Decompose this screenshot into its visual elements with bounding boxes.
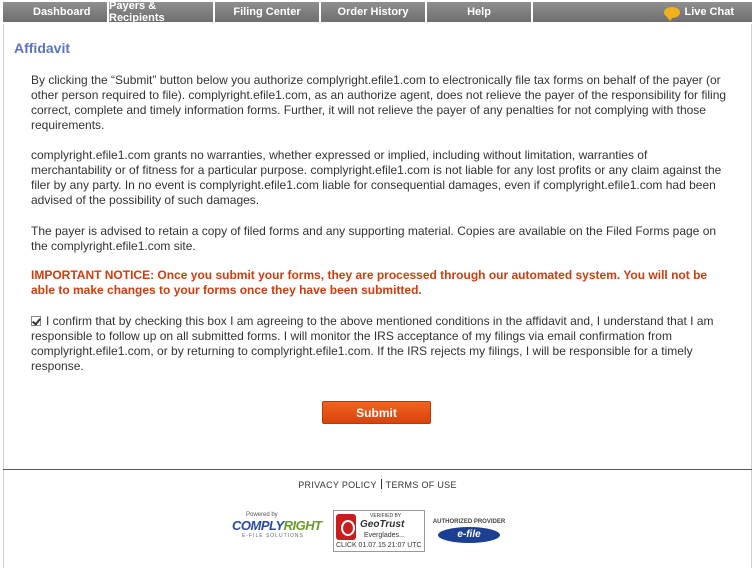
important-notice: IMPORTANT NOTICE: Once you submit your forms, they are processed through our automated system. You will not be able to make changes to your forms once they have been submitted.	[31, 268, 708, 297]
confirm-checkbox[interactable]	[31, 316, 41, 326]
nav-dashboard[interactable]	[3, 2, 107, 22]
irs-efile-logo	[428, 519, 510, 549]
footer-links	[0, 479, 755, 490]
complyright-logo[interactable]	[232, 512, 320, 550]
nav-dashboard-label: Dashboard	[33, 6, 91, 18]
geotrust-verified-text: VERIFIED BY	[370, 513, 402, 519]
nav-order-history[interactable]	[321, 2, 425, 22]
confirm-section	[31, 314, 731, 374]
efile-authorized-label: AUTHORIZED PROVIDER	[432, 519, 506, 525]
terms-of-use-link[interactable]: TERMS OF USE	[385, 480, 457, 490]
affidavit-paragraph-2: complyright.efile1.com grants no warranties, whether expressed or implied, including without limitation, warranties of merchantability or of fitness for a particular purpose. complyright.efile1.com is not liable for any lost profits or any claim against the filer by any party. In no event is complyright.efile1.com liable for consequential damages, even if complyright.efile1.com had been advised of the possibility of such damages.	[31, 148, 722, 207]
submit-button[interactable]: Submit	[322, 401, 431, 424]
complyright-name	[232, 518, 320, 533]
efile-mark: e-file	[438, 527, 500, 543]
geotrust-badge-icon	[336, 514, 356, 540]
nav-filing-center[interactable]	[215, 2, 319, 22]
nav-live-chat[interactable]	[533, 2, 752, 22]
affidavit-paragraph-1: By clicking the “Submit” button below you authorize complyright.efile1.com to electronically file tax forms on behalf of the payer (or other person required to file). complyright.efile1.com, as an authorize agent, does not relieve the payer of the responsibility for filing correct, complete and timely information forms. Further, it will not relieve the payer of any penalties for not complying with those requirements.	[31, 73, 727, 132]
geotrust-date: CLICK 01.07.15 21:07 UTC	[336, 542, 422, 549]
footer-separator	[381, 479, 382, 489]
nav-live-chat-label: Live Chat	[684, 6, 734, 18]
nav-payers-label: Payers & Recipients	[109, 0, 165, 24]
footer-divider	[3, 469, 752, 470]
nav-help[interactable]	[427, 2, 531, 22]
geotrust-name: GeoTrust	[360, 519, 405, 530]
complyright-powered-text: Powered by	[246, 512, 278, 518]
affidavit-paragraph-3: The payer is advised to retain a copy of filed forms and any supporting material. Copies are available on the Filed Forms page on the complyright.efile1.com site.	[31, 224, 717, 253]
complyright-tagline: E-FILE SOLUTIONS	[242, 533, 304, 539]
geotrust-site: Everglades...	[364, 532, 405, 539]
privacy-policy-link[interactable]: PRIVACY POLICY	[298, 480, 377, 490]
nav-help-label: Help	[467, 6, 491, 18]
geotrust-seal[interactable]	[333, 510, 425, 552]
nav-order-label: Order History	[337, 6, 409, 18]
complyright-name-a: COMPLY	[232, 518, 284, 533]
confirm-text: I confirm that by checking this box I am agreeing to the above mentioned conditions in the affidavit and, I understand that I am responsible to follow up on all submitted forms. I will monitor the IRS acceptance of my filings via email confirmation from complyright.efile1.com, or by returning to complyright.efile1.com. If the IRS rejects my filings, I will be responsible for a timely response.	[31, 314, 714, 373]
chat-bubble-icon	[664, 7, 680, 18]
nav-filing-label: Filing Center	[233, 6, 301, 18]
page-title: Affidavit	[14, 40, 70, 56]
nav-payers-recipients[interactable]	[109, 2, 213, 22]
top-nav	[0, 0, 755, 24]
complyright-name-b: RIGHT	[283, 518, 322, 533]
